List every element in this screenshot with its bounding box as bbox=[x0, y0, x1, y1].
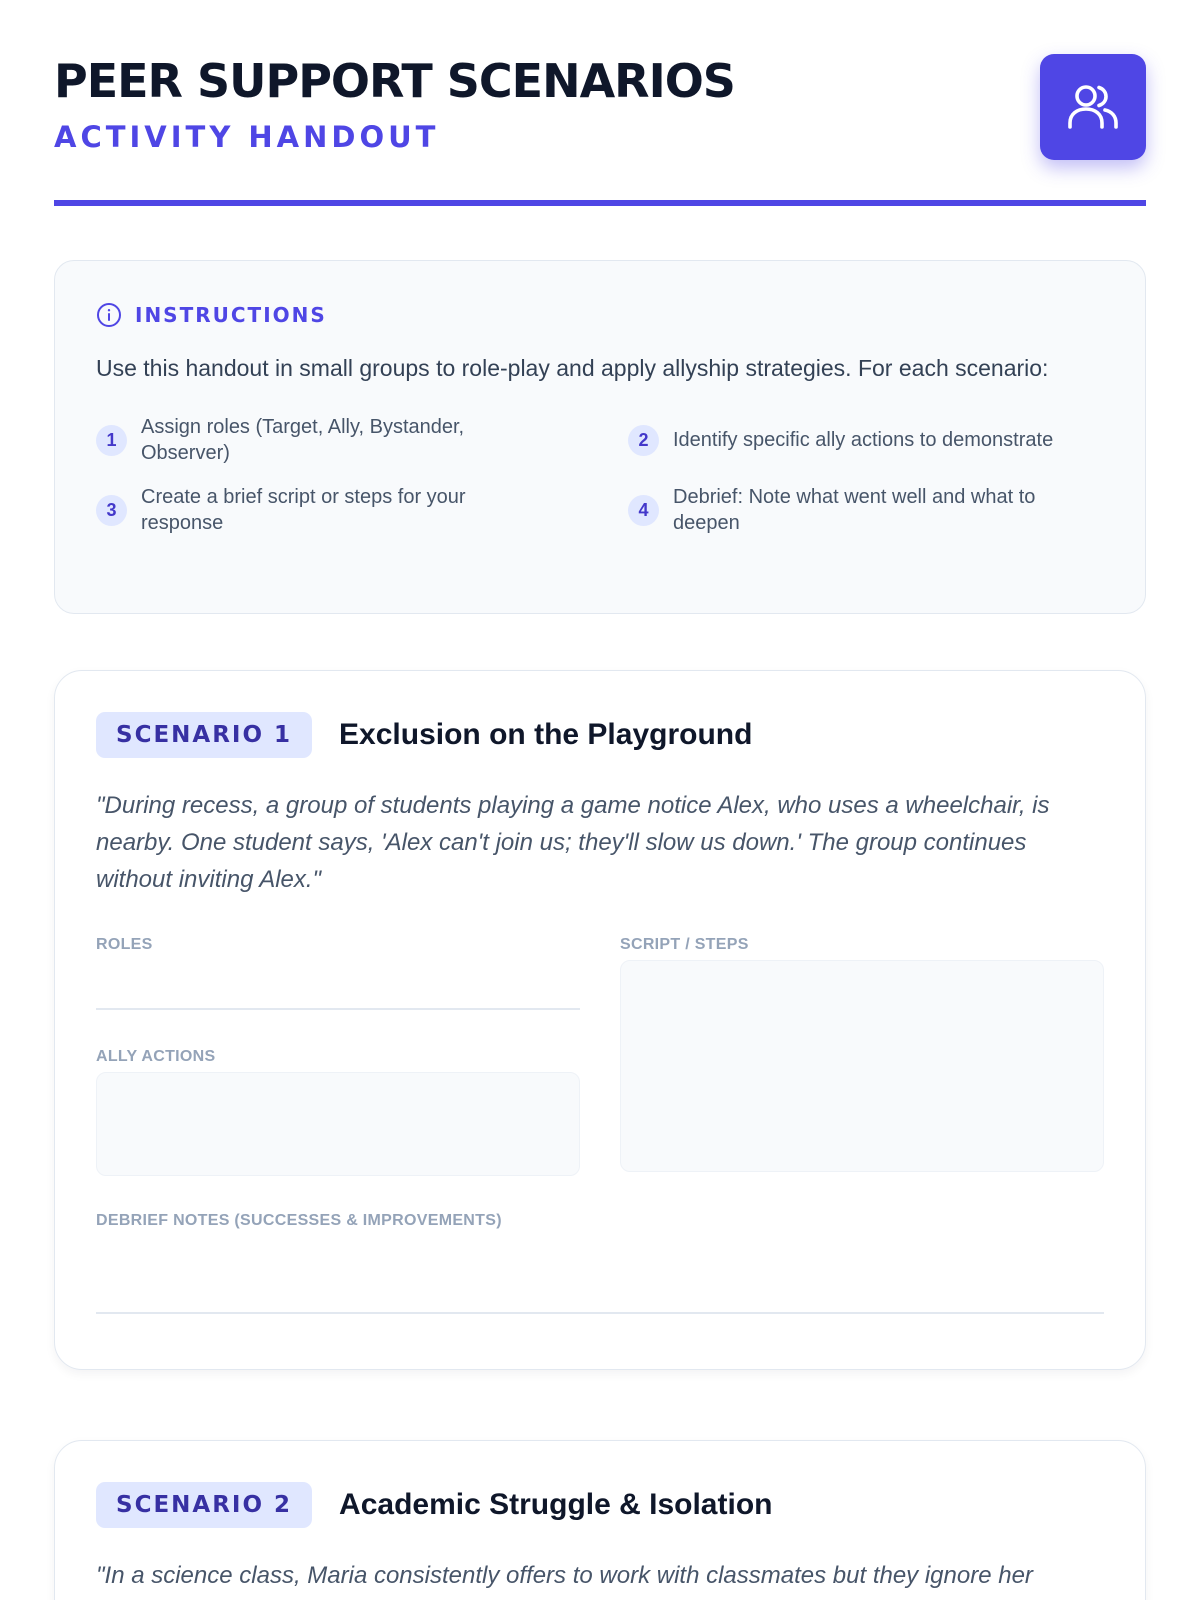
logo-tile bbox=[1040, 54, 1146, 160]
scenario-header bbox=[96, 1481, 1104, 1529]
page-header bbox=[54, 0, 1146, 206]
roles-input[interactable] bbox=[96, 1008, 580, 1010]
instruction-step bbox=[628, 413, 1108, 467]
instructions-header bbox=[96, 299, 1105, 331]
instruction-step bbox=[96, 413, 628, 467]
users-icon bbox=[1067, 83, 1119, 131]
instructions-heading: INSTRUCTIONS bbox=[135, 303, 327, 327]
scenario-card bbox=[54, 670, 1146, 1370]
scenario-badge: SCENARIO 2 bbox=[96, 1482, 312, 1528]
step-text: Identify specific ally actions to demonstrate bbox=[673, 429, 1054, 451]
step-text: Debrief: Note what went well and what to deepen bbox=[673, 486, 1036, 534]
scenario-badge: SCENARIO 1 bbox=[96, 712, 312, 758]
instructions-card bbox=[54, 260, 1146, 614]
step-text: Create a brief script or steps for your response bbox=[141, 486, 466, 534]
script-label: SCRIPT / STEPS bbox=[620, 936, 749, 953]
step-number: 4 bbox=[628, 495, 659, 526]
ally-actions-label: ALLY ACTIONS bbox=[96, 1048, 216, 1065]
step-text: Assign roles (Target, Ally, Bystander, Observer) bbox=[141, 416, 465, 464]
step-number: 1 bbox=[96, 425, 127, 456]
page-subtitle: ACTIVITY HANDOUT bbox=[54, 120, 440, 154]
instruction-step bbox=[96, 483, 628, 537]
ally-actions-input[interactable] bbox=[96, 1072, 580, 1176]
debrief-label: DEBRIEF NOTES (SUCCESSES & IMPROVEMENTS) bbox=[96, 1212, 502, 1229]
scenario-worksheet bbox=[96, 936, 1104, 1356]
scenario-quote: "In a science class, Maria consistently offers to work with classmates but they ignore her bbox=[96, 1562, 1033, 1589]
info-icon bbox=[96, 302, 122, 328]
instruction-step bbox=[628, 483, 1108, 537]
instruction-steps bbox=[96, 413, 1105, 537]
step-number: 2 bbox=[628, 425, 659, 456]
instructions-text: Use this handout in small groups to role-play and apply allyship strategies. For each scenario: bbox=[96, 355, 1049, 381]
debrief-input[interactable] bbox=[96, 1312, 1104, 1314]
page-title: PEER SUPPORT SCENARIOS bbox=[54, 54, 735, 108]
scenario-card bbox=[54, 1440, 1146, 1600]
scenario-header bbox=[96, 711, 1104, 759]
roles-label: ROLES bbox=[96, 936, 153, 953]
scenario-quote: "During recess, a group of students playing a game notice Alex, who uses a wheelchair, is nearby. One student says, 'Alex can't join us; they'll slow us down.' The group continues without inviting Alex." bbox=[96, 792, 1050, 893]
step-number: 3 bbox=[96, 495, 127, 526]
script-input[interactable] bbox=[620, 960, 1104, 1172]
scenario-title: Exclusion on the Playground bbox=[339, 718, 753, 751]
scenario-title: Academic Struggle & Isolation bbox=[339, 1488, 773, 1521]
